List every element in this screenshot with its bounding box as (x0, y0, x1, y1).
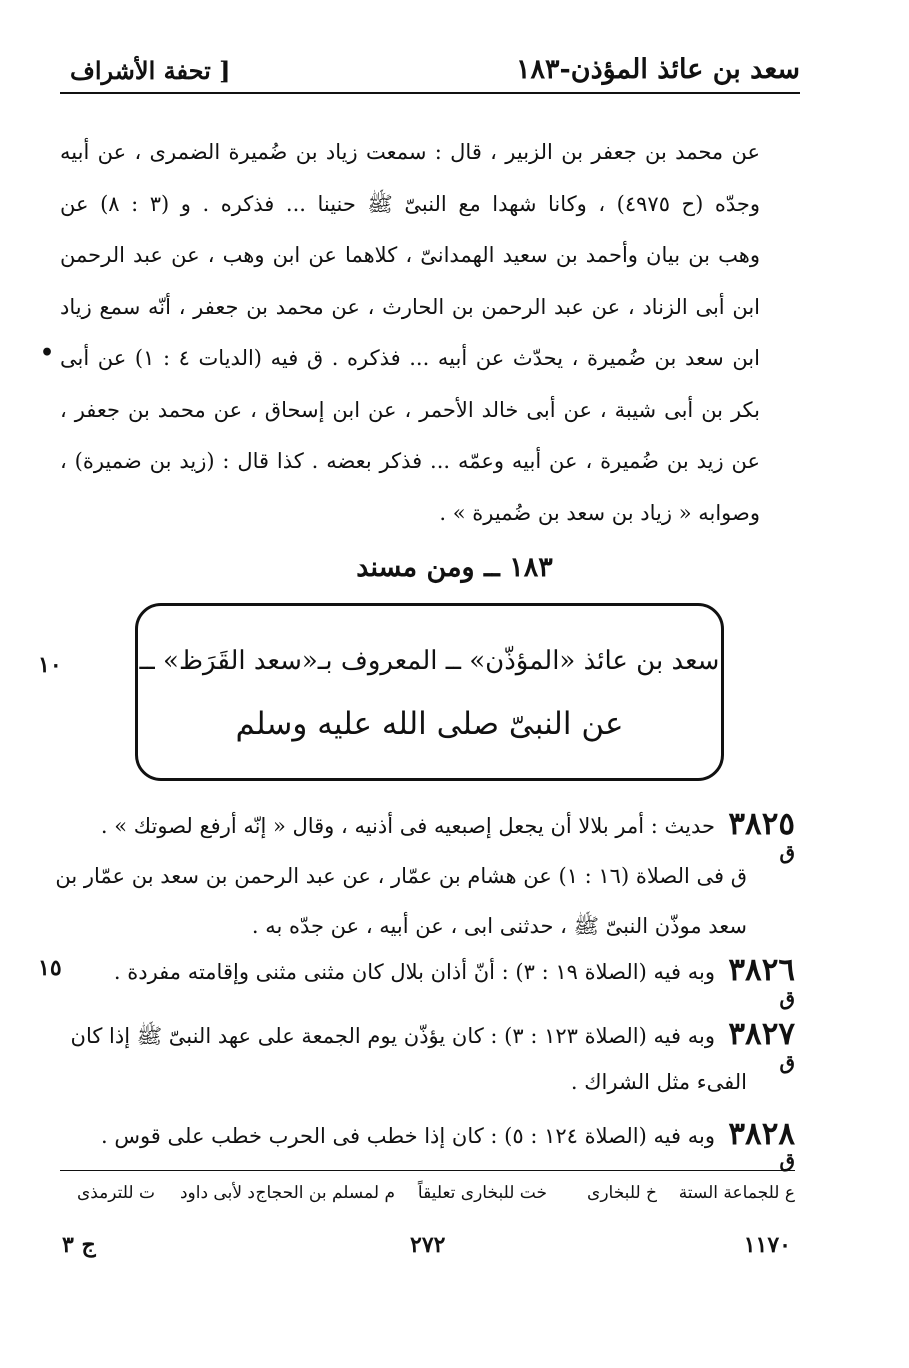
paragraph-line: ابن سعد بن ضُميرة ، يحدّث عن أبيه ... فذكره . ق فيه (الديات ٤ : ١) عن أبى (60, 346, 760, 370)
hadith-entry (60, 1116, 795, 1176)
paragraph-line: بكر بن أبى شيبة ، عن أبى خالد الأحمر ، عن ابن إسحاق ، عن محمد بن جعفر ، (60, 397, 760, 422)
abbreviation-item: د لأبى داود (179, 1183, 255, 1203)
hadith-source-mark: ق (779, 986, 795, 1010)
abbreviations-key (60, 1183, 795, 1215)
paragraph-line: وجدّه (ح ٤٩٧٥) ، وكانا شهدا مع النبىّ ﷺ حنينا ... فذكره . و (٣ : ٨) عن (60, 191, 760, 216)
margin-line-number-15: ١٥ (38, 955, 62, 981)
header-rule (60, 92, 800, 94)
margin-line-number-10: ١٠ (38, 652, 62, 678)
frame-narrator-line: سعد بن عائذ «المؤذّن» ــ المعروف بـ«سعد القَرَظ» ــ (139, 646, 720, 676)
abbreviation-item: خ للبخارى (587, 1183, 657, 1203)
hadith-subline: سعد موذّن النبىّ ﷺ ، حدثنى ابى ، عن أبيه ، عن جدّه به . (251, 914, 747, 938)
musnad-frame (135, 603, 724, 781)
hadith-subline: ق فى الصلاة (١٦ : ١) عن هشام بن عمّار ، عن عبد الرحمن بن سعد بن عمّار بن (55, 864, 747, 888)
paragraph-line: ابن أبى الزناد ، عن عبد الرحمن بن الحارث ، عن محمد بن جعفر ، أنّه سمع زياد (60, 294, 760, 319)
hadith-source-mark: ق (779, 840, 795, 864)
paragraph-line: وصوابه « زياد بن سعد بن ضُميرة » . (439, 500, 760, 525)
entry-range-number: ١١٧٠ (743, 1232, 791, 1258)
paragraph-line: وهب بن بيان وأحمد بن سعيد الهمدانىّ ، كلاهما عن ابن وهب ، عن عبد الرحمن (60, 243, 760, 267)
hadith-text: وبه فيه (الصلاة ١٢٤ : ٥) : كان إذا خطب فى الحرب خطب على قوس . (100, 1124, 715, 1148)
hadith-number: ٣٨٢٦ (728, 952, 795, 988)
continuation-paragraph (60, 132, 760, 544)
abbreviation-item: ت للترمذى (76, 1183, 155, 1203)
hadith-number: ٣٨٢٨ (728, 1116, 795, 1152)
hadith-entry (60, 1016, 795, 1096)
volume-number: ج ٣ (62, 1232, 96, 1258)
section-title: ١٨٣ ــ ومن مسند (356, 552, 553, 583)
hadith-text: حديث : أمر بلالا أن يجعل إصبعيه فى أذنيه ، وقال « إنّه أرفع لصوتك » . (100, 814, 715, 838)
paragraph-line: عن محمد بن جعفر بن الزبير ، قال : سمعت زياد بن ضُميرة الضمرى ، عن أبيه (60, 140, 760, 164)
hadith-text: وبه فيه (الصلاة ١٢٣ : ٣) : كان يؤذّن يوم الجمعة على عهد النبىّ ﷺ إذا كان (70, 1024, 715, 1048)
header-book-title: [ تحفة الأشراف (70, 56, 231, 85)
hadith-entry (60, 952, 795, 1012)
margin-bullet: • (40, 340, 55, 366)
hadith-subline: الفىء مثل الشراك . (570, 1070, 747, 1094)
abbreviation-item: ع للجماعة الستة (678, 1183, 795, 1203)
running-header (60, 48, 800, 94)
abbreviation-item: خت للبخارى تعليقاً (417, 1183, 547, 1203)
hadith-entry (55, 806, 795, 938)
paragraph-line: عن زيد بن ضُميرة ، عن أبيه وعمّه ... فذكر بعضه . كذا قال : (زيد بن ضميرة) ، (60, 449, 760, 473)
hadith-source-mark: ق (779, 1148, 795, 1172)
abbreviation-item: م لمسلم بن الحجاج (255, 1183, 395, 1203)
page-number: ٢٧٢ (410, 1232, 446, 1258)
footnote-rule (60, 1170, 795, 1171)
frame-prophet-line: عن النبىّ صلى الله عليه وسلم (235, 706, 624, 742)
hadith-number: ٣٨٢٥ (728, 806, 795, 842)
hadith-source-mark: ق (779, 1050, 795, 1074)
hadith-number: ٣٨٢٧ (728, 1016, 795, 1052)
header-title: سعد بن عائذ المؤذن-١٨٣ (516, 54, 800, 85)
hadith-text: وبه فيه (الصلاة ١٩ : ٣) : أنّ أذان بلال كان مثنى مثنى وإقامته مفردة . (113, 960, 715, 984)
